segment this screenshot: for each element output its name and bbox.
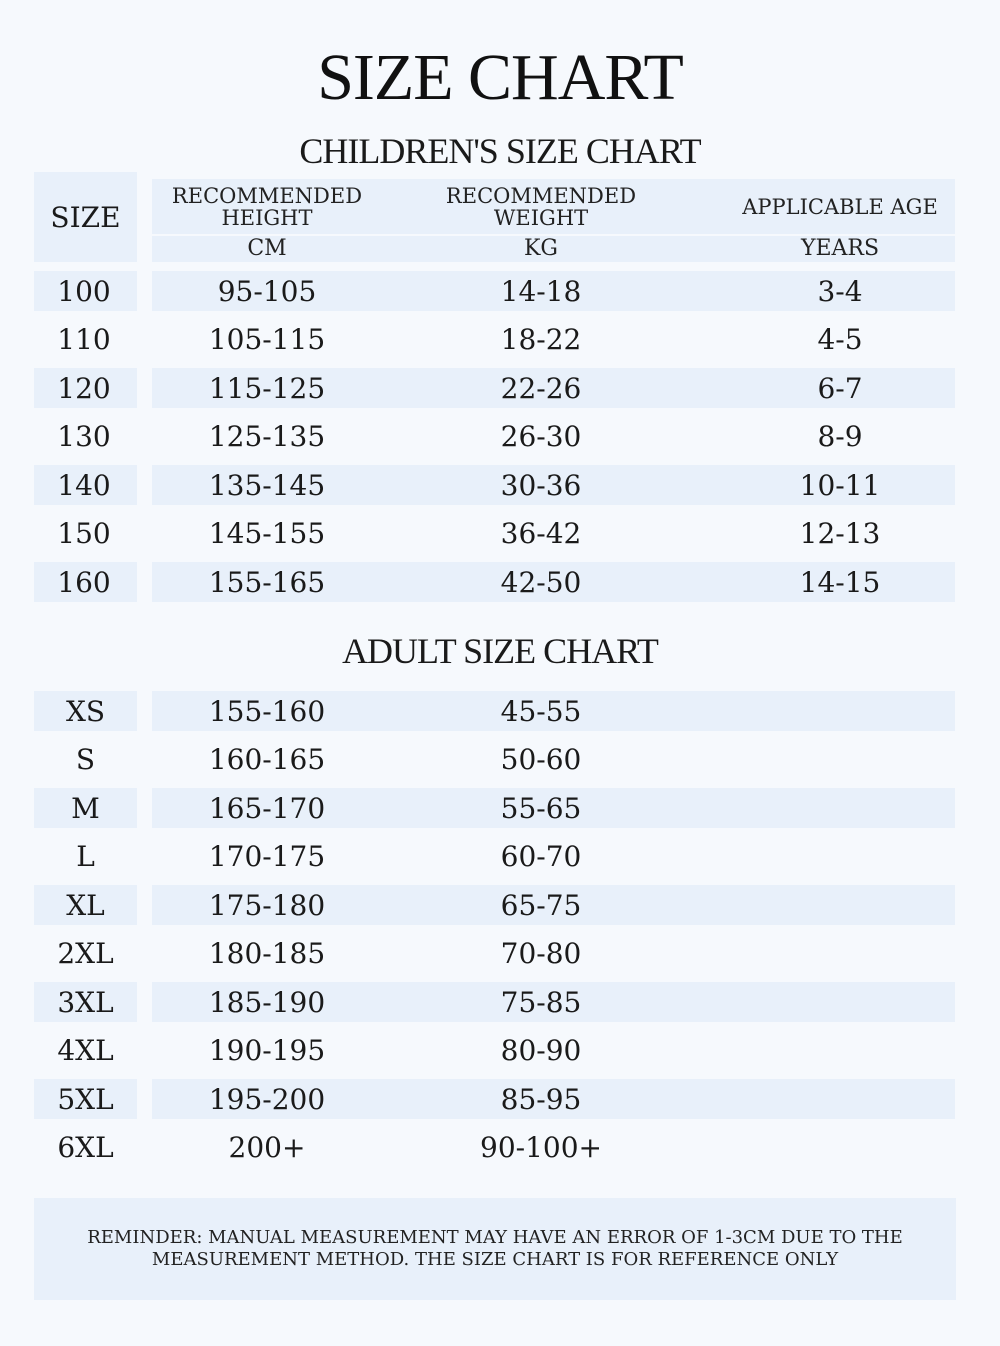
adult-cell-size: S bbox=[75, 743, 96, 776]
children-cell-height: 95-105 bbox=[217, 274, 317, 308]
adult-cell-height: 180-185 bbox=[208, 937, 326, 970]
children-cell-height: 135-145 bbox=[208, 468, 326, 502]
adult-cell-size: L bbox=[76, 840, 95, 873]
adult-cell-height: 175-180 bbox=[208, 888, 326, 922]
adult-cell-height: 160-165 bbox=[208, 743, 326, 776]
children-section-title: CHILDREN'S SIZE CHART bbox=[299, 131, 701, 171]
height-header-line1: RECOMMENDED bbox=[171, 183, 363, 208]
page-title: SIZE CHART bbox=[317, 41, 683, 114]
adult-cell-size: XS bbox=[65, 694, 106, 728]
weight-header-line2: WEIGHT bbox=[493, 205, 589, 230]
adult-cell-height: 165-170 bbox=[208, 791, 326, 825]
children-cell-height: 115-125 bbox=[208, 371, 326, 405]
children-cell-size: 150 bbox=[57, 517, 111, 550]
children-cell-age: 12-13 bbox=[799, 517, 881, 550]
weight-header-line1: RECOMMENDED bbox=[445, 183, 637, 208]
children-cell-height: 105-115 bbox=[208, 323, 326, 356]
reminder-line2: MEASUREMENT METHOD. THE SIZE CHART IS FOR REFERENCE ONLY bbox=[151, 1249, 839, 1270]
adult-cell-size: 6XL bbox=[57, 1131, 114, 1164]
height-header-line2: HEIGHT bbox=[221, 205, 313, 230]
adult-cell-size: 2XL bbox=[57, 937, 114, 970]
children-cell-size: 140 bbox=[57, 468, 111, 502]
adult-cell-height: 190-195 bbox=[208, 1034, 326, 1067]
children-cell-size: 130 bbox=[57, 420, 111, 453]
children-cell-age: 3-4 bbox=[817, 274, 863, 308]
adult-cell-weight: 90-100+ bbox=[480, 1131, 602, 1164]
adult-cell-size: XL bbox=[66, 888, 105, 922]
adult-cell-weight: 75-85 bbox=[500, 985, 582, 1019]
children-cell-size: 100 bbox=[57, 274, 111, 308]
adult-section-title: ADULT SIZE CHART bbox=[342, 631, 658, 671]
children-weight-header bbox=[426, 179, 656, 234]
adult-cell-size: 4XL bbox=[57, 1034, 114, 1067]
adult-cell-height: 170-175 bbox=[208, 840, 326, 873]
children-cell-weight: 14-18 bbox=[500, 274, 582, 308]
children-cell-height: 125-135 bbox=[208, 420, 326, 453]
children-age-unit: YEARS bbox=[800, 235, 880, 261]
children-cell-age: 8-9 bbox=[817, 420, 863, 453]
children-cell-size: 110 bbox=[57, 323, 111, 356]
children-cell-weight: 22-26 bbox=[500, 371, 582, 405]
adult-cell-height: 185-190 bbox=[208, 985, 326, 1019]
adult-cell-size: 5XL bbox=[57, 1082, 114, 1116]
adult-cell-weight: 80-90 bbox=[500, 1034, 582, 1067]
children-cell-weight: 18-22 bbox=[500, 323, 582, 356]
adult-cell-height: 195-200 bbox=[208, 1082, 326, 1116]
children-height-unit: CM bbox=[247, 235, 287, 261]
adult-cell-weight: 60-70 bbox=[500, 840, 582, 873]
children-cell-size: 160 bbox=[57, 565, 111, 599]
adult-cell-weight: 70-80 bbox=[500, 937, 582, 970]
reminder-note bbox=[34, 1198, 956, 1300]
adult-cell-size: 3XL bbox=[57, 985, 114, 1019]
children-cell-weight: 30-36 bbox=[500, 468, 582, 502]
reminder-line1: REMINDER: MANUAL MEASUREMENT MAY HAVE AN ERROR OF 1-3CM DUE TO THE bbox=[87, 1227, 903, 1248]
adult-cell-weight: 55-65 bbox=[500, 791, 582, 825]
adult-cell-size: M bbox=[71, 791, 100, 825]
children-cell-size: 120 bbox=[57, 371, 111, 405]
children-age-header: APPLICABLE AGE bbox=[742, 194, 938, 219]
children-cell-weight: 36-42 bbox=[500, 517, 582, 550]
children-weight-unit: KG bbox=[523, 235, 558, 261]
adult-cell-weight: 65-75 bbox=[500, 888, 582, 922]
children-cell-age: 14-15 bbox=[799, 565, 881, 599]
children-size-header: SIZE bbox=[34, 172, 137, 262]
adult-cell-height: 200+ bbox=[228, 1131, 306, 1164]
children-cell-age: 10-11 bbox=[799, 468, 881, 502]
children-height-header bbox=[152, 179, 382, 234]
children-cell-weight: 42-50 bbox=[500, 565, 582, 599]
adult-cell-weight: 50-60 bbox=[500, 743, 582, 776]
children-cell-weight: 26-30 bbox=[500, 420, 582, 453]
children-cell-height: 145-155 bbox=[208, 517, 326, 550]
children-cell-age: 6-7 bbox=[817, 371, 863, 405]
adult-cell-weight: 45-55 bbox=[500, 694, 582, 728]
children-cell-height: 155-165 bbox=[208, 565, 326, 599]
adult-cell-weight: 85-95 bbox=[500, 1082, 582, 1116]
children-cell-age: 4-5 bbox=[817, 323, 863, 356]
adult-cell-height: 155-160 bbox=[208, 694, 326, 728]
